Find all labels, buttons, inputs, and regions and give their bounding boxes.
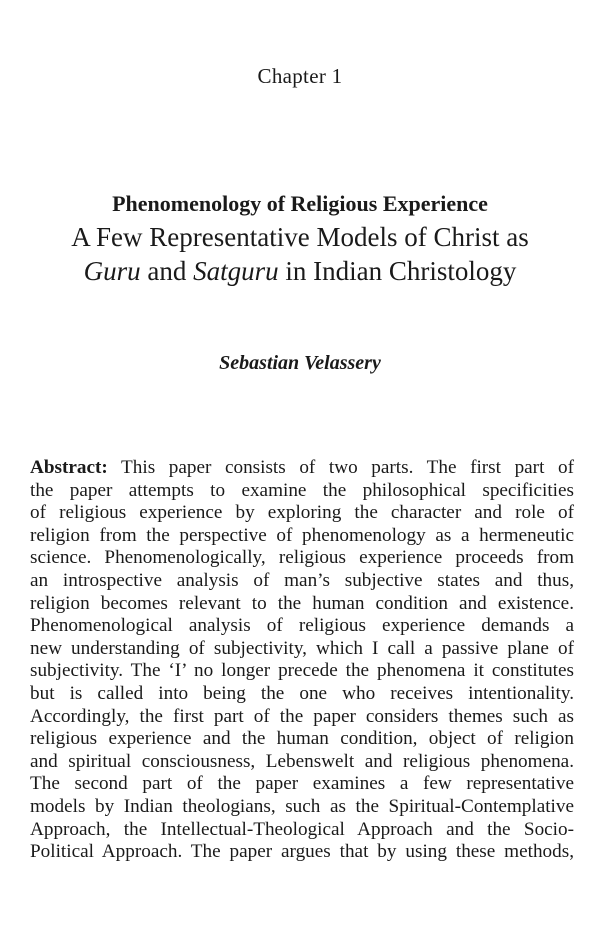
- title-line-1: Phenomenology of Religious Experience: [112, 191, 488, 216]
- abstract-line: the paper attempts to examine the philosophical specificities: [30, 479, 574, 501]
- title-connector: and: [140, 256, 194, 286]
- title-term-satguru: Satguru: [193, 256, 279, 286]
- chapter-label: Chapter 1: [257, 64, 343, 88]
- chapter-title: [0, 188, 600, 288]
- abstract-line: The second part of the paper examines a few representative: [30, 773, 574, 795]
- abstract-paragraph: [30, 457, 574, 864]
- abstract-line: religion from the perspective of phenomenology as a hermeneutic: [30, 524, 574, 546]
- abstract-line: of religious experience by exploring the character and role of: [30, 502, 574, 524]
- abstract-line: Approach, the Intellectual-Theological Approach and the Socio-: [30, 818, 574, 840]
- abstract-line: religious experience and the human condition, object of religion: [30, 728, 574, 750]
- abstract-line: religion becomes relevant to the human condition and existence.: [30, 592, 574, 614]
- title-tail: in Indian Christology: [278, 256, 517, 286]
- abstract-label: Abstract:: [30, 457, 108, 478]
- abstract-line: science. Phenomenologically, religious experience proceeds from: [30, 547, 574, 569]
- title-line-2: A Few Representative Models of Christ as: [71, 222, 529, 252]
- abstract-line: Political Approach. The paper argues that by using these methods,: [30, 841, 574, 863]
- abstract-line: but is called into being the one who receives intentionality.: [30, 682, 574, 704]
- abstract-line: subjectivity. The ‘I’ no longer precede the phenomena it constitutes: [30, 660, 574, 682]
- author-name: Sebastian Velassery: [219, 352, 381, 374]
- abstract-line: and spiritual consciousness, Lebenswelt and religious phenomena.: [30, 750, 574, 772]
- abstract-line: Accordingly, the first part of the paper considers themes such as: [30, 705, 574, 727]
- title-line-3: [0, 254, 600, 288]
- abstract-line: models by Indian theologians, such as the Spiritual-Contemplative: [30, 795, 574, 817]
- abstract-line: Abstract: This paper consists of two parts. The first part of: [30, 457, 574, 478]
- title-term-guru: Guru: [83, 256, 141, 286]
- abstract-line: Phenomenological analysis of religious experience demands a: [30, 615, 574, 637]
- abstract-line: new understanding of subjectivity, which I call a passive plane of: [30, 637, 574, 659]
- abstract-line: an introspective analysis of man’s subjective states and thus,: [30, 569, 574, 591]
